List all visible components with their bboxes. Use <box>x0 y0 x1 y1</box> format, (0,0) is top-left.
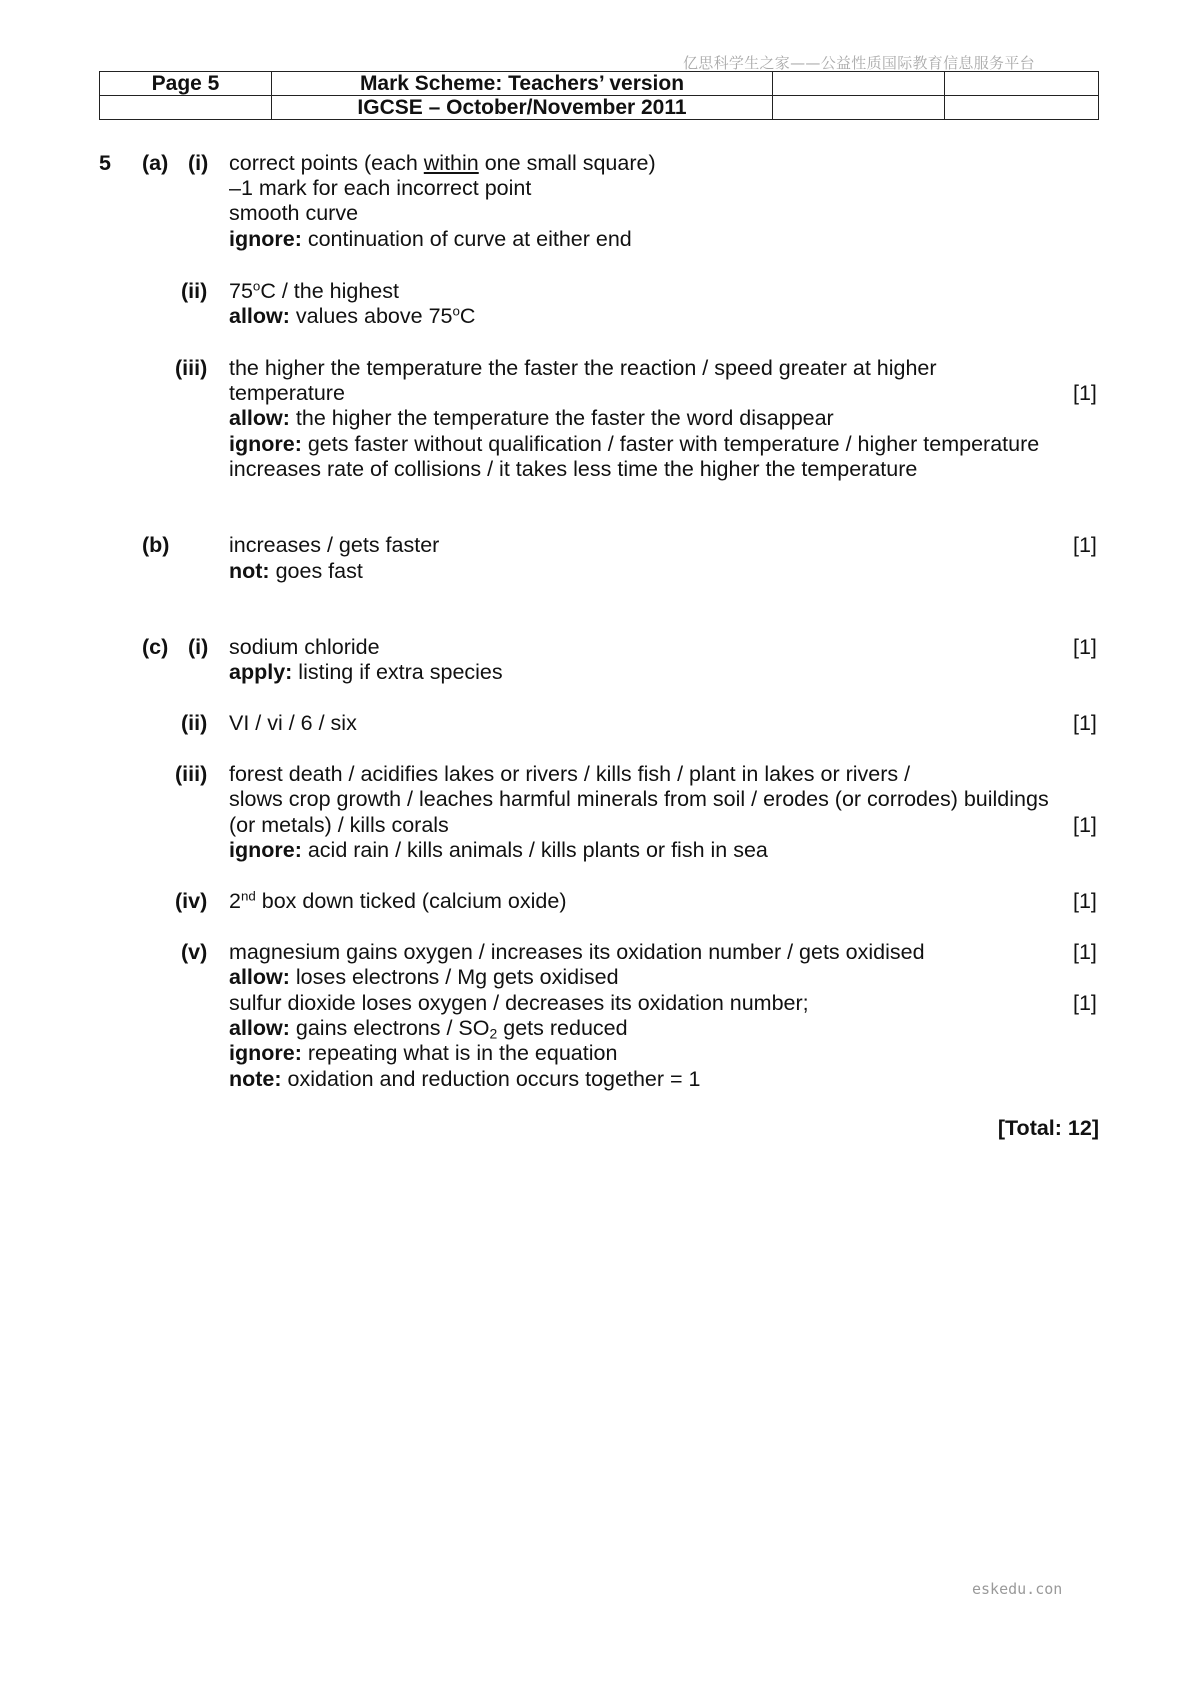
subpart-a-ii-label: (ii) <box>181 279 208 303</box>
mark-c-v-2: [1] <box>1073 991 1097 1015</box>
c-v-line5: ignore: repeating what is in the equation <box>229 1041 618 1065</box>
header-empty-cell <box>773 96 945 120</box>
mark-c-iv: [1] <box>1073 889 1097 913</box>
subpart-a-i-label: (i) <box>188 151 209 175</box>
a-iii-line2: temperature <box>229 381 345 405</box>
c-iii-line3: (or metals) / kills corals <box>229 813 449 837</box>
mark-c-v-1: [1] <box>1073 940 1097 964</box>
subpart-c-i-label: (i) <box>188 635 209 659</box>
c-v-line3: sulfur dioxide loses oxygen / decreases its oxidation number; <box>229 991 809 1015</box>
c-ii-line1: VI / vi / 6 / six <box>229 711 357 735</box>
a-ii-line1: 75$^o$C / the highest <box>229 278 399 303</box>
c-i-line1: sodium chloride <box>229 635 380 659</box>
a-i-line3: smooth curve <box>229 201 359 225</box>
a-i-line1: correct points (each within one small square) <box>229 151 656 175</box>
mark-b: [1] <box>1073 533 1097 557</box>
header-page: Page 5 <box>100 72 272 96</box>
a-i-line4: ignore: continuation of curve at either end <box>229 227 632 251</box>
a-ii-line2: allow: values above 75$^o$C <box>229 303 476 328</box>
c-iii-line2: slows crop growth / leaches harmful minerals from soil / erodes (or corrodes) buildings <box>229 787 1049 811</box>
c-iii-line4: ignore: acid rain / kills animals / kills plants or fish in sea <box>229 838 768 862</box>
c-i-line2: apply: listing if extra species <box>229 660 503 684</box>
b-line1: increases / gets faster <box>229 533 440 557</box>
subpart-c-ii-label: (ii) <box>181 711 208 735</box>
subpart-c-v-label: (v) <box>181 940 208 964</box>
c-v-line6: note: oxidation and reduction occurs together = 1 <box>229 1067 701 1091</box>
header-empty-cell <box>100 96 272 120</box>
a-iii-line3: allow: the higher the temperature the faster the word disappear <box>229 406 834 430</box>
part-a-label: (a) <box>142 151 169 175</box>
c-iii-line1: forest death / acidifies lakes or rivers / kills fish / plant in lakes or rivers / <box>229 762 911 786</box>
subpart-c-iv-label: (iv) <box>175 889 208 913</box>
subpart-a-iii-label: (iii) <box>175 356 208 380</box>
a-iii-line5: increases rate of collisions / it takes less time the higher the temperature <box>229 457 918 481</box>
mark-a-iii: [1] <box>1073 381 1097 405</box>
c-v-line2: allow: loses electrons / Mg gets oxidised <box>229 965 619 989</box>
subpart-c-iii-label: (iii) <box>175 762 208 786</box>
mark-c-i: [1] <box>1073 635 1097 659</box>
a-i-line2: –1 mark for each incorrect point <box>229 176 532 200</box>
question-number: 5 <box>99 151 111 175</box>
c-iv-line1: 2nd box down ticked (calcium oxide) <box>229 888 567 913</box>
header-empty-cell <box>945 96 1099 120</box>
b-line2: not: goes fast <box>229 559 363 583</box>
c-v-line4: allow: gains electrons / $SO_2$ gets reduced <box>229 1016 628 1042</box>
part-b-label: (b) <box>142 533 170 557</box>
header-title: Mark Scheme: Teachers’ version <box>272 72 773 96</box>
part-c-label: (c) <box>142 635 169 659</box>
total-marks: [Total: 12] <box>997 1116 1099 1140</box>
a-iii-line4: ignore: gets faster without qualification / faster with temperature / higher temperature <box>229 432 1040 456</box>
watermark-bottom: eskedu.con <box>972 1580 1063 1598</box>
header-syllabus <box>773 72 945 96</box>
watermark-top: 亿思科学生之家——公益性质国际教育信息服务平台 <box>683 54 1035 72</box>
header-subtitle: IGCSE – October/November 2011 <box>272 96 773 120</box>
page-header-table <box>99 71 1099 120</box>
mark-c-ii: [1] <box>1073 711 1097 735</box>
c-v-line1: magnesium gains oxygen / increases its oxidation number / gets oxidised <box>229 940 925 964</box>
a-iii-line1: the higher the temperature the faster the reaction / speed greater at higher <box>229 356 937 380</box>
mark-c-iii: [1] <box>1073 813 1097 837</box>
header-paper <box>945 72 1099 96</box>
